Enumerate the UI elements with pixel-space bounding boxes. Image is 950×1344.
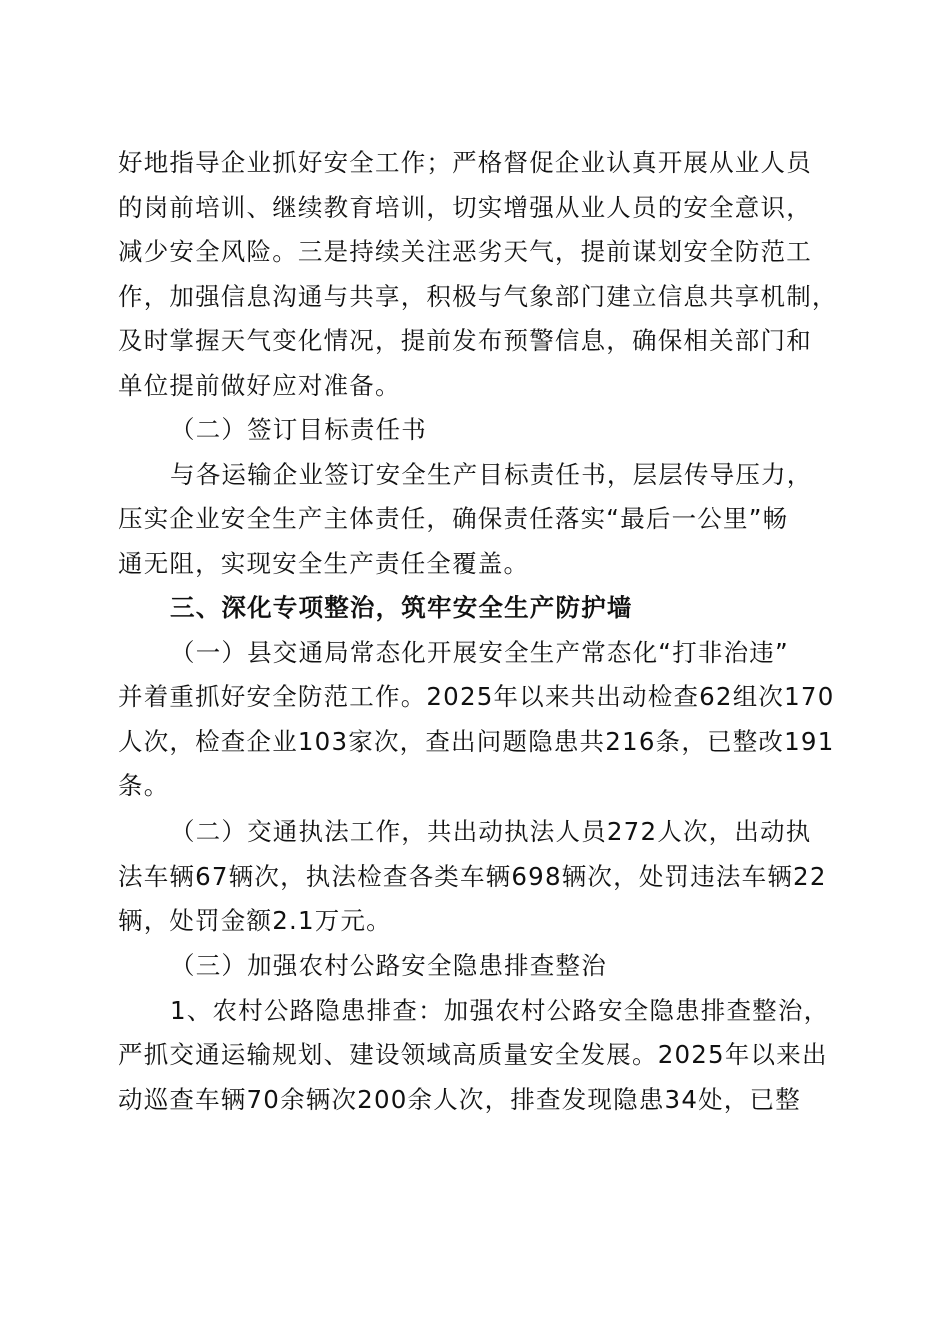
paragraph-line-12: 人次，检查企业103家次，查出问题隐患共216条，已整改191: [118, 727, 835, 756]
paragraph-line-3: 减少安全风险。三是持续关注恶劣天气，提前谋划安全防范工: [118, 237, 812, 266]
paragraph-line-10: （一）县交通局常态化开展安全生产常态化“打非治违”: [170, 638, 789, 667]
paragraph-line-8: 压实企业安全生产主体责任，确保责任落实“最后一公里”畅: [118, 504, 789, 533]
paragraph-line-7: 与各运输企业签订安全生产目标责任书，层层传导压力，: [170, 460, 813, 489]
paragraph-line-19: 动巡查车辆70余辆次200余人次，排查发现隐患34处，已整: [118, 1085, 801, 1114]
paragraph-line-2: 的岗前培训、继续教育培训，切实增强从业人员的安全意识，: [118, 193, 812, 222]
section-heading-three: 三、深化专项整治，筑牢安全生产防护墙: [170, 593, 633, 622]
paragraph-line-9: 通无阻，实现安全生产责任全覆盖。: [118, 549, 530, 578]
paragraph-line-6: 单位提前做好应对准备。: [118, 371, 401, 400]
paragraph-line-18: 严抓交通运输规划、建设领域高质量安全发展。2025年以来出: [118, 1040, 828, 1069]
paragraph-line-5: 及时掌握天气变化情况，提前发布预警信息，确保相关部门和: [118, 326, 812, 355]
paragraph-line-17: 1、农村公路隐患排查：加强农村公路安全隐患排查整治，: [170, 996, 830, 1025]
paragraph-line-14: （二）交通执法工作，共出动执法人员272人次，出动执: [170, 817, 812, 846]
paragraph-line-16: 辆，处罚金额2.1万元。: [118, 906, 392, 935]
paragraph-line-11: 并着重抓好安全防范工作。2025年以来共出动检查62组次170: [118, 682, 835, 711]
subheading-rural-roads: （三）加强农村公路安全隐患排查整治: [170, 951, 607, 980]
paragraph-line-15: 法车辆67辆次，执法检查各类车辆698辆次，处罚违法车辆22: [118, 862, 827, 891]
subheading-sign-responsibility: （二）签订目标责任书: [170, 415, 427, 444]
paragraph-line-1: 好地指导企业抓好安全工作；严格督促企业认真开展从业人员: [118, 148, 812, 177]
paragraph-line-13: 条。: [118, 771, 170, 800]
paragraph-line-4: 作，加强信息沟通与共享，积极与气象部门建立信息共享机制，: [118, 282, 838, 311]
